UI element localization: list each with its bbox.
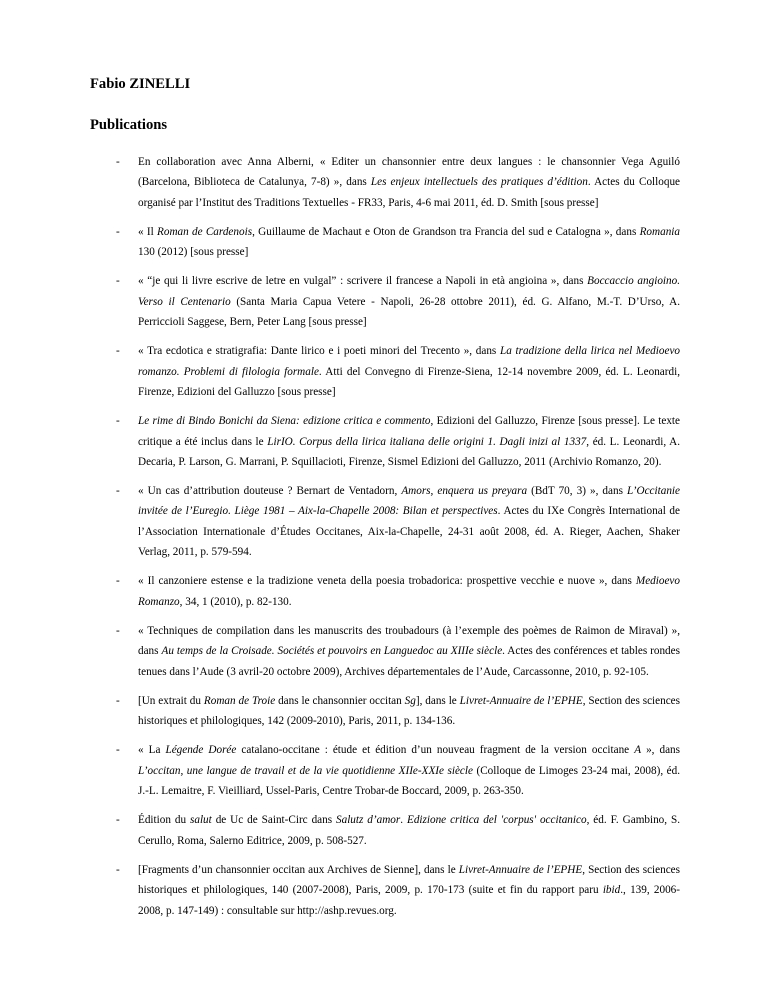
publication-item	[90, 860, 680, 921]
publication-title: L’Occitanie invitée de l’Euregio. Liège 1981 – Aix-la-Chapelle 2008: Bilan et perspectives	[138, 485, 680, 518]
publication-title: A	[634, 744, 642, 757]
publication-text: [Un extrait du	[138, 694, 204, 707]
publication-item	[90, 411, 680, 472]
publication-text: .	[400, 814, 407, 827]
publication-text: « “je qui li livre escrive de letre en vulgal” : scrivere il francese a Napoli in età angioina », dans	[138, 275, 588, 288]
publication-item	[90, 691, 680, 732]
list-bullet: -	[116, 575, 120, 588]
section-heading: Publications	[90, 117, 168, 133]
publication-item	[90, 152, 680, 213]
publication-text: ], dans le	[415, 694, 460, 707]
list-bullet: -	[116, 345, 120, 358]
publication-item	[90, 481, 680, 562]
publication-text: , éd. L. Leonardi, A. Decaria, P. Larson, G. Marrani, P. Squillacioti, Firenze, Sismel Edizioni del Galluzzo, 2011 (Archivio Romanzo, 20).	[138, 435, 681, 468]
publication-text: (Colloque de Limoges 23-24 mai, 2008), éd. J.-L. Lemaitre, F. Vieilliard, Ussel-Paris, Centre Trobar-de Boccard, 2009, p. 263-350.	[138, 764, 680, 798]
publication-title: Le rime di Bindo Bonichi da Siena: edizione critica e commento	[138, 415, 431, 428]
publication-title: Au temps de la Croisade. Sociétés et pouvoirs en Languedoc au XIIIe siècle	[161, 645, 503, 658]
list-bullet: -	[116, 624, 120, 637]
publication-text: , Edizioni del Galluzzo, Firenze [sous presse]. Le texte critique a été inclus dans le	[138, 415, 680, 448]
publication-title: Roman de Troie	[203, 694, 276, 707]
publication-text: « Techniques de compilation dans les manuscrits des troubadours (à l’exemple des poèmes de Raimon de Miraval) », dans	[138, 624, 680, 658]
list-bullet: -	[116, 225, 120, 238]
publication-item	[90, 222, 680, 263]
publication-title: LirIO. Corpus della lirica italiana delle origini 1. Dagli inizi al 1337	[267, 435, 587, 448]
list-bullet: -	[116, 814, 120, 827]
publication-text: dans le chansonnier occitan	[275, 694, 405, 707]
publication-text: de Uc de Saint-Circ dans	[211, 814, 337, 827]
publication-text: , Section des sciences historiques et philologiques, 142 (2009-2010), Paris, 2011, p. 134-136.	[138, 694, 680, 728]
publication-item	[90, 571, 680, 612]
publication-title: Sg	[404, 694, 416, 707]
publication-text: Édition du	[138, 814, 190, 827]
list-bullet: -	[116, 694, 120, 707]
list-bullet: -	[116, 485, 120, 498]
publication-text: [Fragments d’un chansonnier occitan aux Archives de Sienne], dans le	[138, 863, 459, 876]
publication-text: , 34, 1 (2010), p. 82-130.	[179, 595, 292, 608]
publication-text: En collaboration avec Anna Alberni, « Editer un chansonnier entre deux langues : le chansonnier Vega Aguiló (Barcelona, Biblioteca de Catalunya, 7-8) », dans	[138, 156, 680, 189]
publication-title: Roman de Cardenois	[157, 225, 253, 238]
publication-text: « Il canzoniere estense e la tradizione veneta della poesia trobadorica: prospettive vecchie e nuove », dans	[138, 575, 636, 588]
publication-text: catalano-occitane : étude et édition d’un nouveau fragment de la version occitane	[236, 744, 635, 757]
publication-text: . Actes des conférences et tables rondes tenues dans l’Aude (3 avril-20 octobre 2009), Archives départementales de l’Aude, Carcassonne, 2010, p. 92-105.	[138, 645, 680, 678]
publication-text: , Section des sciences historiques et philologiques, 140 (2007-2008), Paris, 2009, p. 170-173 (suite et fin du rapport paru	[138, 863, 680, 897]
publication-text: 130 (2012) [sous presse]	[138, 246, 249, 259]
publication-title: Salutz d’amor	[336, 814, 401, 827]
publication-text: . Atti del Convegno di Firenze-Siena, 12-14 novembre 2009, éd. L. Leonardi, Firenze, Edizioni del Galluzzo [sous presse]	[138, 365, 680, 398]
publication-title: ibid	[602, 884, 621, 897]
publication-title: salut	[190, 814, 212, 827]
publication-text: », dans	[641, 744, 680, 757]
publication-text: « Tra ecdotica e stratigrafia: Dante lirico e i poeti minori del Trecento », dans	[138, 345, 500, 358]
publication-text: (Santa Maria Capua Vetere - Napoli, 26-28 ottobre 2011), éd. G. Alfano, M.-T. D’Urso, A. Perriccioli Saggese, Bern, Peter Lang [sous presse]	[138, 295, 680, 329]
publication-title: La tradizione della lirica nel Medioevo romanzo. Problemi di filologia formale	[138, 345, 680, 378]
publication-title: Les enjeux intellectuels des pratiques d’édition	[370, 176, 588, 189]
list-bullet: -	[116, 275, 120, 288]
publication-item	[90, 341, 680, 402]
list-bullet: -	[116, 863, 120, 876]
publication-title: L’occitan, une langue de travail et de la vie quotidienne XIIe-XXIe siècle	[138, 764, 473, 777]
publication-title: Romania	[639, 225, 680, 238]
publication-text: « La	[138, 744, 166, 757]
publication-text: ., 139, 2006-2008, p. 147-149) : consultable sur http://ashp.revues.org.	[138, 884, 680, 917]
publication-text: « Un cas d’attribution douteuse ? Bernart de Ventadorn,	[138, 485, 402, 498]
publication-item	[90, 740, 680, 801]
author-name: Fabio ZINELLI	[90, 76, 191, 92]
list-bullet: -	[116, 156, 120, 168]
publication-text: , Guillaume de Machaut e Oton de Grandson tra Francia del sud e Catalogna », dans	[252, 225, 640, 238]
publication-title: Livret-Annuaire de l’EPHE	[458, 863, 583, 876]
list-bullet: -	[116, 744, 120, 757]
publication-title: Légende Dorée	[165, 744, 237, 757]
publication-title: Boccaccio angioino. Verso il Centenario	[138, 275, 681, 308]
list-bullet: -	[116, 415, 120, 428]
publication-title: Amors, enquera us preyara	[401, 485, 528, 498]
publication-title: Livret-Annuaire de l’EPHE	[459, 694, 583, 707]
publication-text: . Actes du Colloque organisé par l’Institut des Traditions Textuelles - FR33, Paris, 4-6 mai 2011, éd. D. Smith [sous presse]	[138, 176, 681, 209]
publication-text: . Actes du IXe Congrès International de l’Association Internationale d’Études Occitanes, Aix-la-Chapelle, 24-31 août 2008, éd. A. Rieger, Aachen, Shaker Verlag, 2011, p. 579-594.	[138, 505, 680, 559]
publication-item	[90, 621, 680, 682]
publication-title: Medioevo Romanzo	[138, 575, 680, 608]
publication-text: « Il	[138, 225, 158, 238]
publication-item	[90, 271, 680, 332]
publication-title: Edizione critica del 'corpus' occitanico	[406, 814, 587, 827]
publication-item	[90, 810, 680, 851]
publication-text: (BdT 70, 3) », dans	[527, 485, 627, 498]
publication-list	[90, 152, 680, 930]
publication-text: , éd. F. Gambino, S. Cerullo, Roma, Salerno Editrice, 2009, p. 508-527.	[138, 814, 681, 847]
